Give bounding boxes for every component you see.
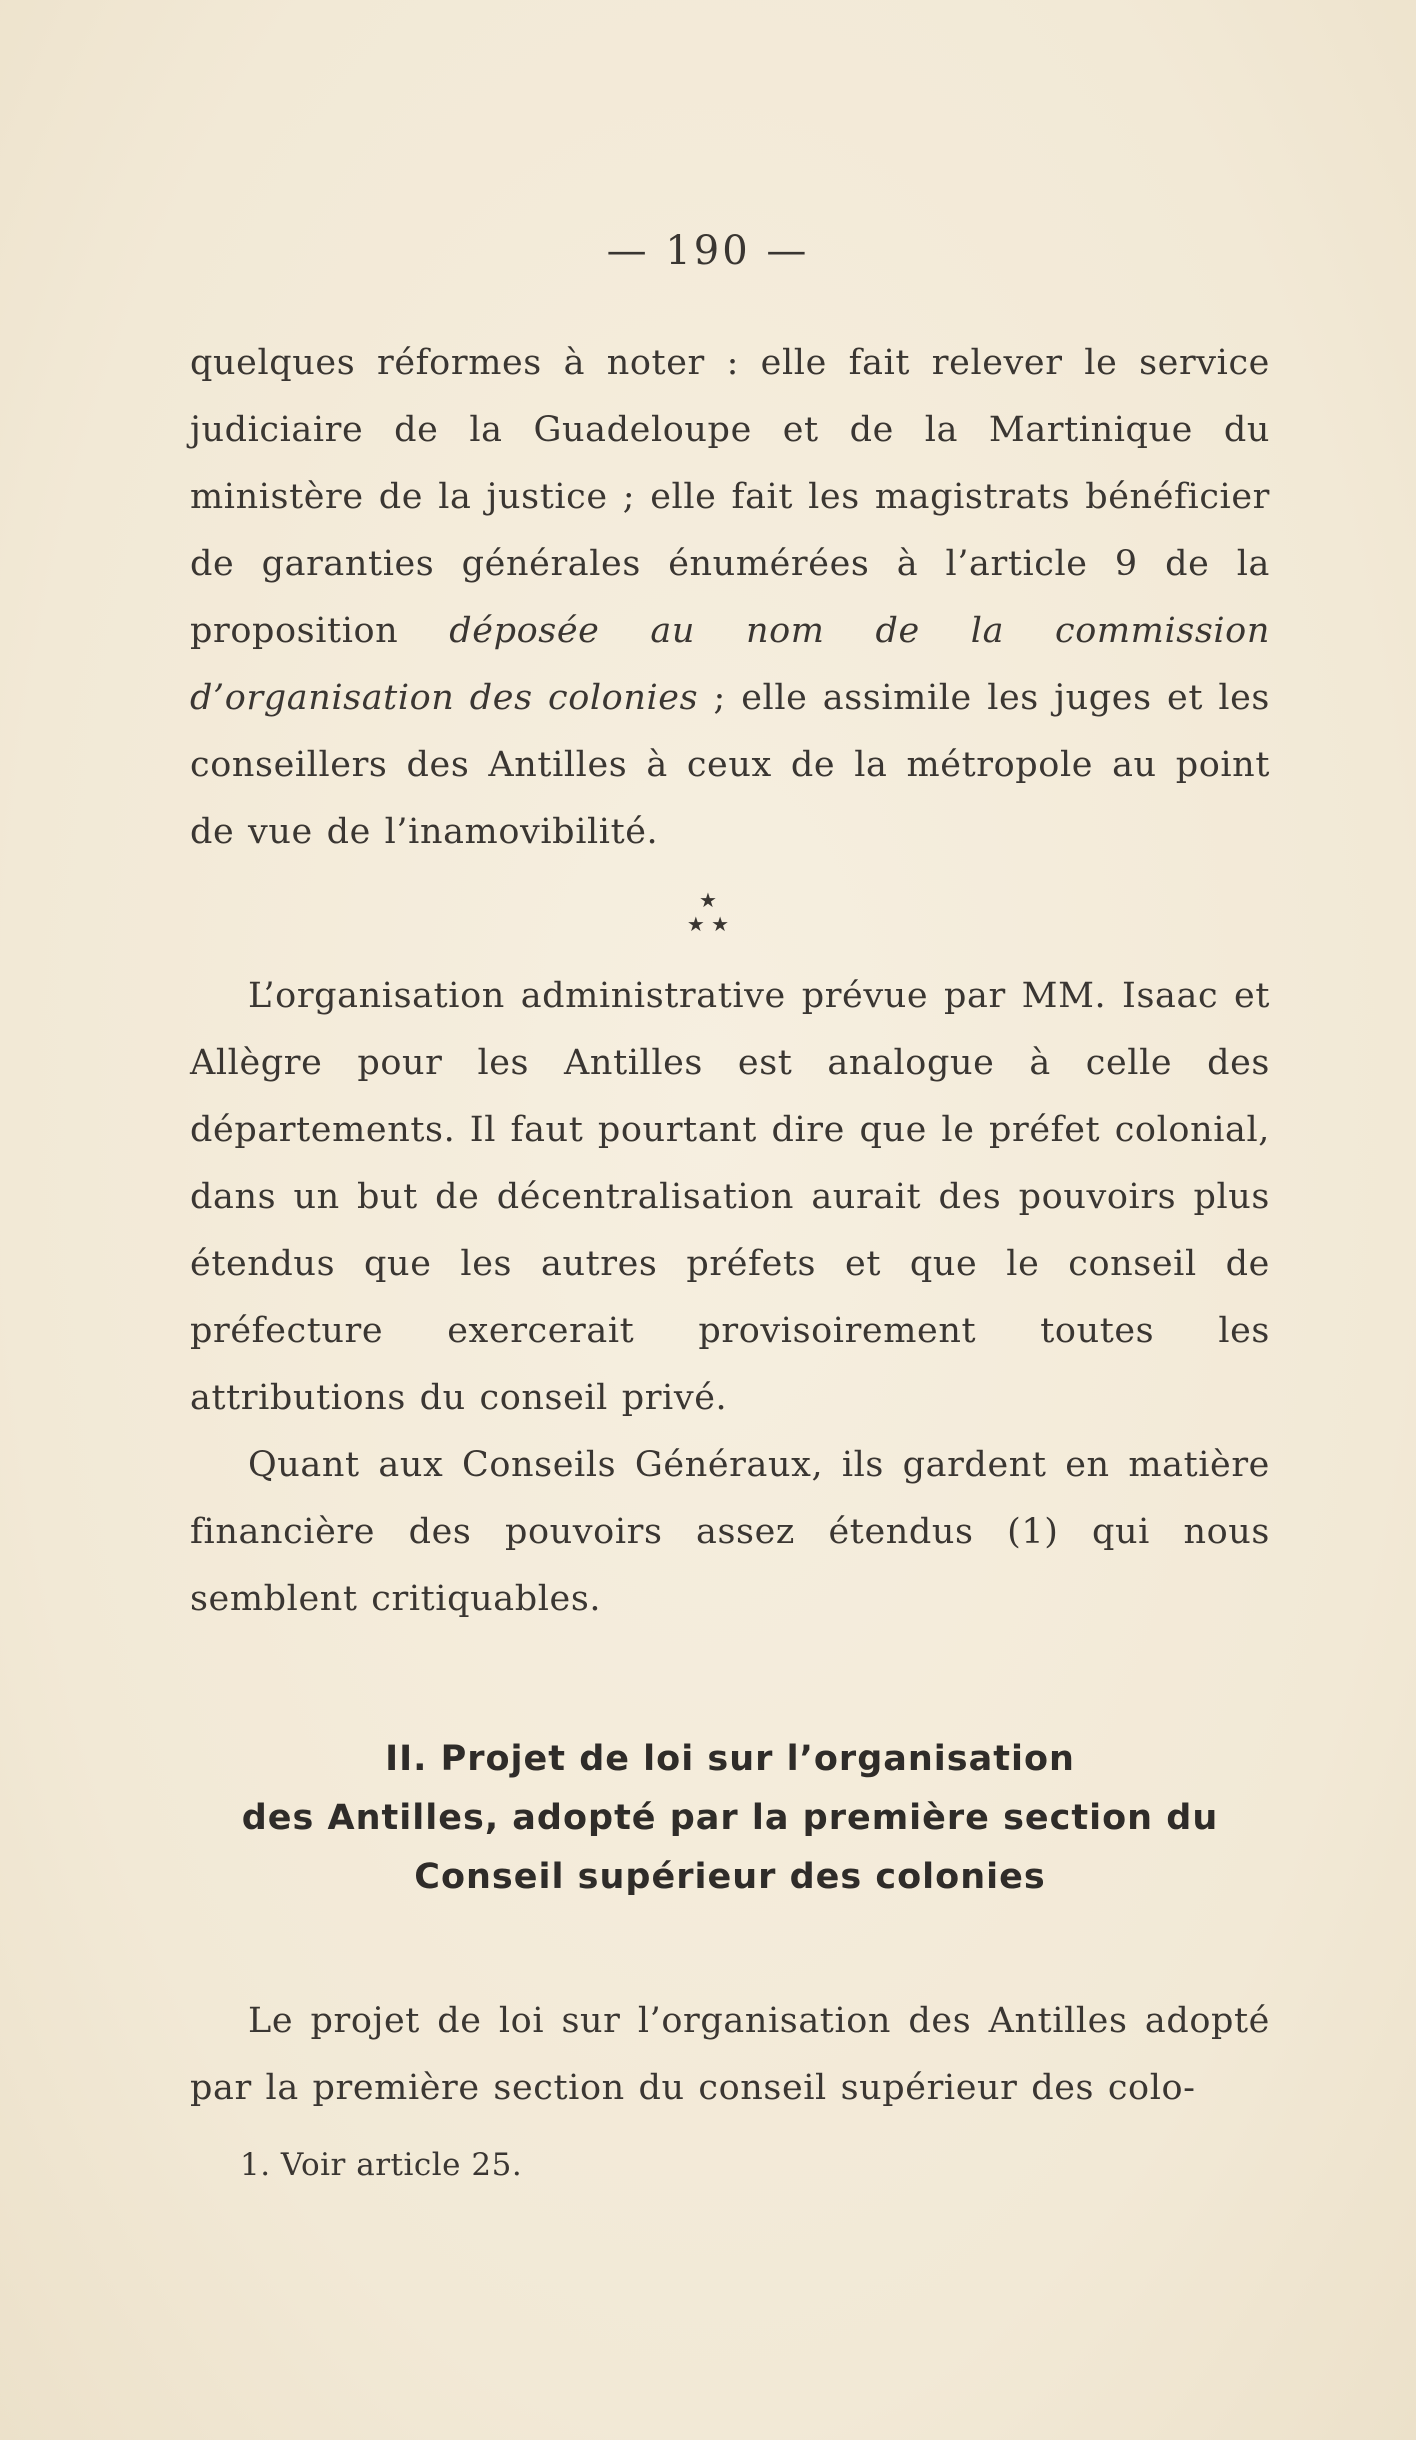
footnote: 1. Voir article 25.	[240, 2147, 523, 2183]
paragraph-1-text-b: ; elle assimile les juges et les conseillers des Antilles à ceux de la métropole au point de vue de l’inamovibilité.	[190, 678, 1270, 852]
separator-star-bottom: ★ ★	[686, 912, 730, 936]
heading-line-1: II. Projet de loi sur l’organisation	[385, 1739, 1075, 1779]
page-number: — 190 —	[606, 228, 810, 274]
separator-star-top: ★	[699, 888, 717, 912]
section-separator	[0, 888, 1416, 936]
paragraph-2: L’organisation administrative prévue par MM. Isaac et Allègre pour les Antilles est analogue à celle des départements. Il faut pourtant dire que le préfet colonial, dans un but de décentralisation aurait des pouvoirs plus étendus que les autres préfets et que le conseil de préfecture exercerait provisoirement toutes les attributions du conseil privé.	[190, 976, 1270, 1418]
heading-line-3: Conseil supérieur des colonies	[414, 1857, 1046, 1897]
paragraph-1-italic: déposée au nom de la commission d’organisation des colonies	[190, 611, 1270, 718]
paragraph-4: Le projet de loi sur l’organisation des Antilles adopté par la première section du conseil supérieur des colo-	[190, 2001, 1270, 2108]
paragraph-1-text-a: quelques réformes à noter : elle fait relever le service judiciaire de la Guadeloupe et de la Martinique du ministère de la justice ; elle fait les magistrats bénéficier de garanties générales énumérées à l’article 9 de la proposition	[190, 343, 1270, 651]
paragraph-3: Quant aux Conseils Généraux, ils gardent en matière financière des pouvoirs assez étendus (1) qui nous semblent critiquables.	[190, 1445, 1270, 1619]
section-heading	[190, 1730, 1270, 1907]
paragraph-1	[190, 330, 1270, 866]
heading-line-2: des Antilles, adopté par la première section du	[241, 1798, 1219, 1838]
